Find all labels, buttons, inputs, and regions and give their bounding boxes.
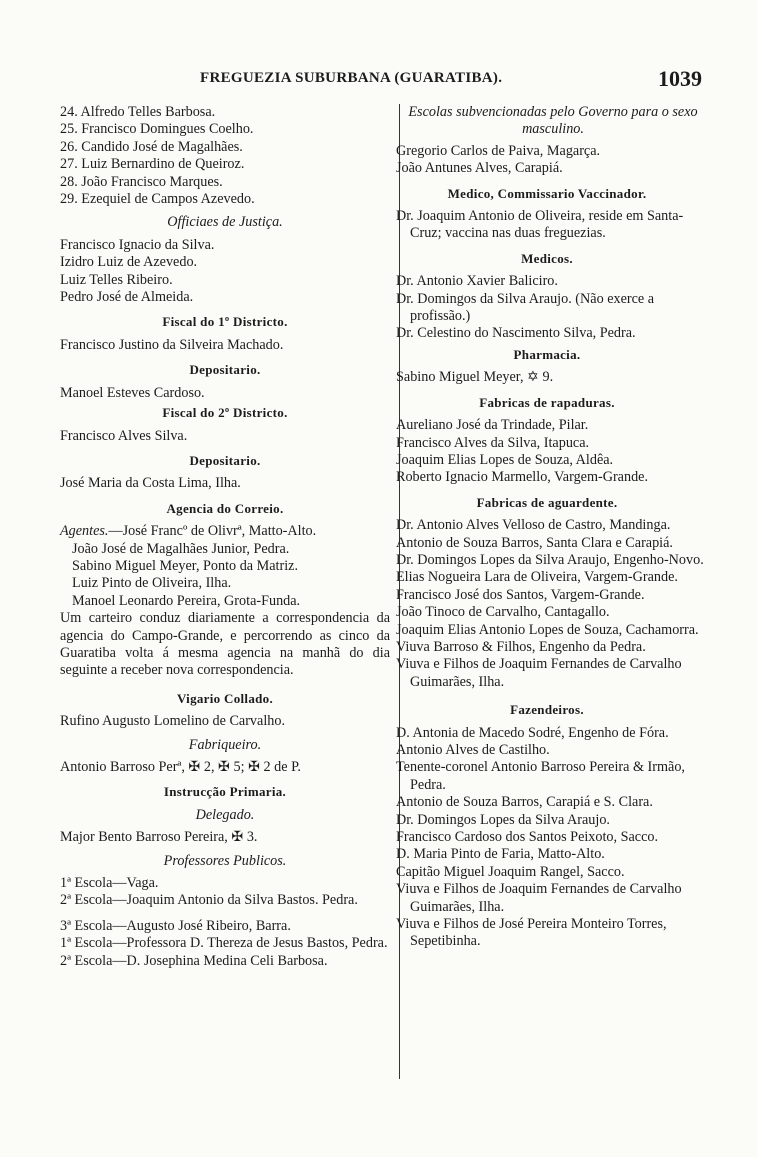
list-item: João José de Magalhães Junior, Pedra.: [72, 540, 290, 557]
list-item: Pedro José de Almeida.: [60, 289, 194, 306]
list-item: João Tinoco de Carvalho, Cantagallo.: [396, 604, 610, 621]
page-title: FREGUEZIA SUBURBANA (GUARATIBA).: [200, 70, 503, 86]
agentes-first: —José Francº de Olivrª, Matto-Alto.: [108, 523, 317, 540]
list-item: Francisco Ignacio da Silva.: [60, 236, 215, 253]
carteiro-paragraph: Um carteiro conduz diariamente a correspondencia da agencia do Campo-Grande, e percorrendo as cinco da Guaratiba volta á mesma agencia na manhã do dia seguinte a receber nova correspondencia.: [60, 610, 390, 679]
list-item: Francisco Justino da Silveira Machado.: [60, 336, 284, 353]
list-item: [60, 523, 390, 540]
left-column: [60, 104, 390, 970]
list-item: Luiz Pinto de Oliveira, Ilha.: [72, 575, 232, 592]
list-item: Roberto Ignacio Marmello, Vargem-Grande.: [396, 469, 649, 486]
list-item: Capitão Miguel Joaquim Rangel, Sacco.: [396, 863, 625, 880]
list-item: Dr. Domingos Lopes da Silva Araujo.: [396, 811, 610, 828]
list-item: Francisco Alves da Silva, Itapuca.: [396, 434, 590, 451]
section-heading: Escolas subvencionadas pelo Governo para o sexo masculino.: [408, 104, 698, 138]
section-heading: Depositario.: [189, 452, 261, 468]
list-item: João Antunes Alves, Carapiá.: [396, 160, 563, 177]
list-item: 1ª Escola—Professora D. Thereza de Jesus Bastos, Pedra.: [60, 935, 388, 952]
section-heading: Delegado.: [195, 806, 255, 823]
section-heading: Medico, Commissario Vaccinador.: [447, 185, 647, 201]
section-heading: Fiscal do 1º Districto.: [162, 314, 288, 330]
list-item: 1ª Escola—Vaga.: [60, 875, 159, 892]
agentes-label: Agentes.: [60, 523, 109, 540]
list-item: 2ª Escola—D. Josephina Medina Celi Barbosa.: [60, 952, 328, 969]
list-item: Viuva e Filhos de Joaquim Fernandes de Carvalho Guimarães, Ilha.: [396, 881, 682, 915]
section-heading: Fabricas de rapaduras.: [479, 394, 615, 410]
list-item: Viuva e Filhos de Joaquim Fernandes de Carvalho Guimarães, Ilha.: [396, 656, 682, 690]
list-item: Dr. Joaquim Antonio de Oliveira, reside em Santa-Cruz; vaccina nas duas freguezias.: [396, 208, 684, 242]
section-heading: Officiaes de Justiça.: [167, 214, 283, 231]
list-item: Viuva Barroso & Filhos, Engenho da Pedra.: [396, 638, 646, 655]
list-item: Izidro Luiz de Azevedo.: [60, 254, 198, 271]
list-item: 3ª Escola—Augusto José Ribeiro, Barra.: [60, 917, 291, 934]
list-item: Elias Nogueira Lara de Oliveira, Vargem-Grande.: [396, 569, 678, 586]
list-item: Antonio de Souza Barros, Santa Clara e Carapiá.: [396, 534, 673, 551]
section-heading: Fazendeiros.: [510, 702, 584, 718]
list-item: 24. Alfredo Telles Barbosa.: [60, 104, 216, 120]
section-heading: Depositario.: [189, 362, 261, 378]
list-item: 27. Luiz Bernardino de Queiroz.: [60, 156, 245, 173]
section-heading: Agencia do Correio.: [166, 500, 284, 516]
list-item: Manoel Esteves Cardoso.: [60, 384, 205, 401]
list-item: Antonio Barroso Perª, ✠ 2, ✠ 5; ✠ 2 de P.: [60, 759, 301, 775]
page-header: [62, 66, 702, 92]
list-item: Rufino Augusto Lomelino de Carvalho.: [60, 713, 286, 730]
list-item: 28. João Francisco Marques.: [60, 173, 223, 190]
list-item: Joaquim Elias Antonio Lopes de Souza, Cachamorra.: [396, 621, 699, 638]
list-item: Dr. Domingos da Silva Araujo. (Não exerce a profissão.): [396, 290, 655, 325]
right-column: [388, 104, 706, 951]
list-item: José Maria da Costa Lima, Ilha.: [60, 475, 241, 492]
list-item: Francisco José dos Santos, Vargem-Grande.: [396, 586, 645, 603]
list-item: Dr. Antonio Xavier Baliciro.: [396, 273, 558, 290]
list-item: Viuva e Filhos de José Pereira Monteiro Torres, Sepetibinha.: [396, 916, 667, 950]
list-item: Aureliano José da Trindade, Pilar.: [396, 417, 589, 434]
section-heading: Fabriqueiro.: [188, 736, 262, 753]
section-heading: Pharmacia.: [513, 346, 581, 362]
section-heading: Vigario Collado.: [176, 690, 274, 706]
list-item: 26. Candido José de Magalhães.: [60, 138, 243, 155]
list-item: Antonio de Souza Barros, Carapiá e S. Clara.: [396, 794, 653, 811]
list-item: Luiz Telles Ribeiro.: [60, 271, 173, 288]
list-item: Dr. Celestino do Nascimento Silva, Pedra.: [396, 325, 636, 342]
list-item: D. Maria Pinto de Faria, Matto-Alto.: [396, 846, 605, 863]
list-item: 29. Ezequiel de Campos Azevedo.: [60, 191, 255, 208]
section-heading: Instrucção Primaria.: [163, 784, 287, 800]
section-heading: Fiscal do 2º Districto.: [162, 405, 288, 421]
list-item: Francisco Cardoso dos Santos Peixoto, Sacco.: [396, 829, 659, 846]
list-item: Major Bento Barroso Pereira, ✠ 3.: [60, 829, 258, 846]
list-item: Manoel Leonardo Pereira, Grota-Funda.: [72, 592, 301, 609]
list-item: Dr. Antonio Alves Velloso de Castro, Mandinga.: [396, 517, 671, 534]
list-item: Gregorio Carlos de Paiva, Magarça.: [396, 142, 601, 159]
list-item: 25. Francisco Domingues Coelho.: [60, 121, 254, 138]
list-item: D. Antonia de Macedo Sodré, Engenho de Fóra.: [396, 724, 669, 741]
list-item: Sabino Miguel Meyer, ✡ 9.: [396, 369, 554, 386]
page-number: 1039: [658, 66, 702, 91]
section-heading: Professores Publicos.: [163, 852, 287, 869]
list-item: Sabino Miguel Meyer, Ponto da Matriz.: [72, 557, 299, 574]
list-item: 2ª Escola—Joaquim Antonio da Silva Bastos. Pedra.: [60, 892, 358, 909]
list-item: Joaquim Elias Lopes de Souza, Aldêa.: [396, 451, 614, 468]
list-item: Antonio Alves de Castilho.: [396, 742, 550, 758]
list-item: Francisco Alves Silva.: [60, 427, 188, 444]
section-heading: Medicos.: [521, 250, 573, 266]
section-heading: Fabricas de aguardente.: [476, 494, 618, 510]
list-item: Dr. Domingos Lopes da Silva Araujo, Engenho-Novo.: [396, 551, 704, 568]
list-item: Tenente-coronel Antonio Barroso Pereira & Irmão, Pedra.: [396, 759, 685, 793]
